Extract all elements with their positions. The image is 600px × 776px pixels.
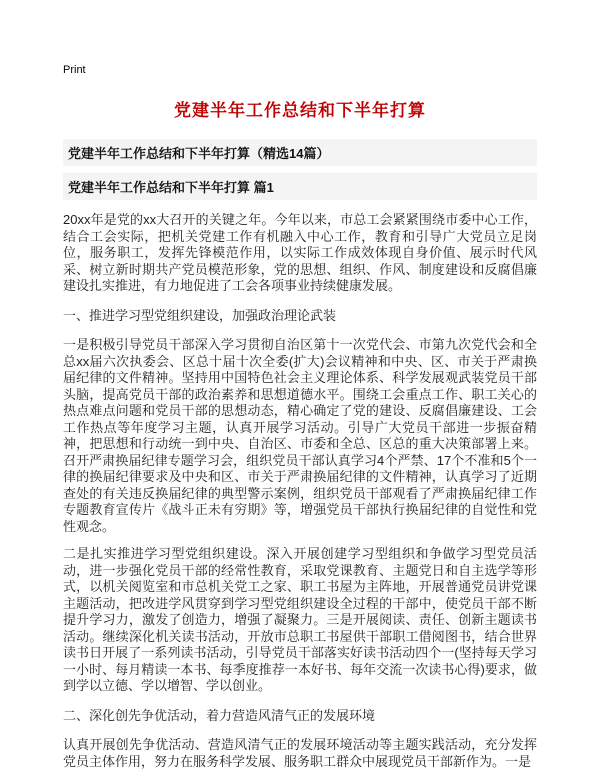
paragraph-list — [63, 212, 537, 770]
body-paragraph: 认真开展创先争优活动、营造风清气正的发展环境活动等主题实践活动，充分发挥党员主体作用，努力在服务科学发展、服务职工群众中展现党员干部新作为。一是 — [63, 737, 537, 769]
document-title: 党建半年工作总结和下半年打算 — [174, 101, 426, 120]
section-heading: 一、推进学习型党组织建设，加强政治理论武装 — [63, 307, 337, 323]
body-paragraph: 20xx年是党的xx大召开的关键之年。今年以来，市总工会紧紧围绕市委中心工作，结合工会实际，把机关党建工作有机融入中心工作，教育和引导广大党员立足岗位，服务职工，发挥先锋模范作用，以实际工作成效体现自身价值、展示时代风采、树立新时期共产党员模范形象，党的思想、组织、作风、制度建设和反腐倡廉建设扎实推进，有力地促进了工会各项事业持续健康发展。 — [63, 212, 537, 293]
body-paragraph: 二是扎实推进学习型党组织建设。深入开展创建学习型组织和争做学习型党员活动，进一步强化党员干部的经常性教育，采取党课教育、主题党日和自主选学等形式，以机关阅览室和市总机关党工之家、职工书屋为主阵地，开展普通党员讲党课主题活动，把改进学风贯穿到学习型党组织建设全过程的干部中，使党员干部不断提升学习力，激发了创造力，增强了凝聚力。三是开展阅读、责任、创新主题读书活动。继续深化机关读书活动，开放市总职工书屋供干部职工借阅图书，结合世界读书日开展了一系列读书活动，引导党员干部落实好读书活动四个一(坚持每天学习一小时、每月精读一本书、每季度推荐一本好书、每年交流一次读书心得)要求，做到学以立德、学以增智、学以创业。 — [63, 546, 537, 693]
article-title: 党建半年工作总结和下半年打算 篇1 — [63, 173, 537, 200]
section-heading: 二、深化创先争优活动，着力营造风清气正的发展环境 — [63, 707, 376, 723]
print-button[interactable]: Print — [63, 64, 86, 76]
collection-title: 党建半年工作总结和下半年打算（精选14篇） — [63, 139, 537, 166]
body-paragraph: 一是积极引导党员干部深入学习贯彻自治区第十一次党代会、市第九次党代会和全总xx届六次执委会、区总十届十次全委(扩大)会议精神和中央、区、市关于严肃换届纪律的文件精神。坚持用中国特色社会主义理论体系、科学发展观武装党员干部头脑，提高党员干部的政治素养和思想道德水平。围绕工会重点工作、职工关心的热点难点问题和党员干部的思想动态，精心确定了党的建设、反腐倡廉建设、工会工作热点等年度学习主题，认真开展学习活动。引导广大党员干部进一步振奋精神，把思想和行动统一到中央、自治区、市委和全总、区总的重大决策部署上来。召开严肃换届纪律专题学习会，组织党员干部认真学习4个严禁、17个不准和5个一律的换届纪律要求及中央和区、市关于严肃换届纪律的文件精神，认真学习了近期查处的有关违反换届纪律的典型警示案例，组织党员干部观看了严肃换届纪律工作专题教育宣传片《战斗正未有穷期》等，增强党员干部执行换届纪律的自觉性和党性观念。 — [63, 337, 537, 534]
